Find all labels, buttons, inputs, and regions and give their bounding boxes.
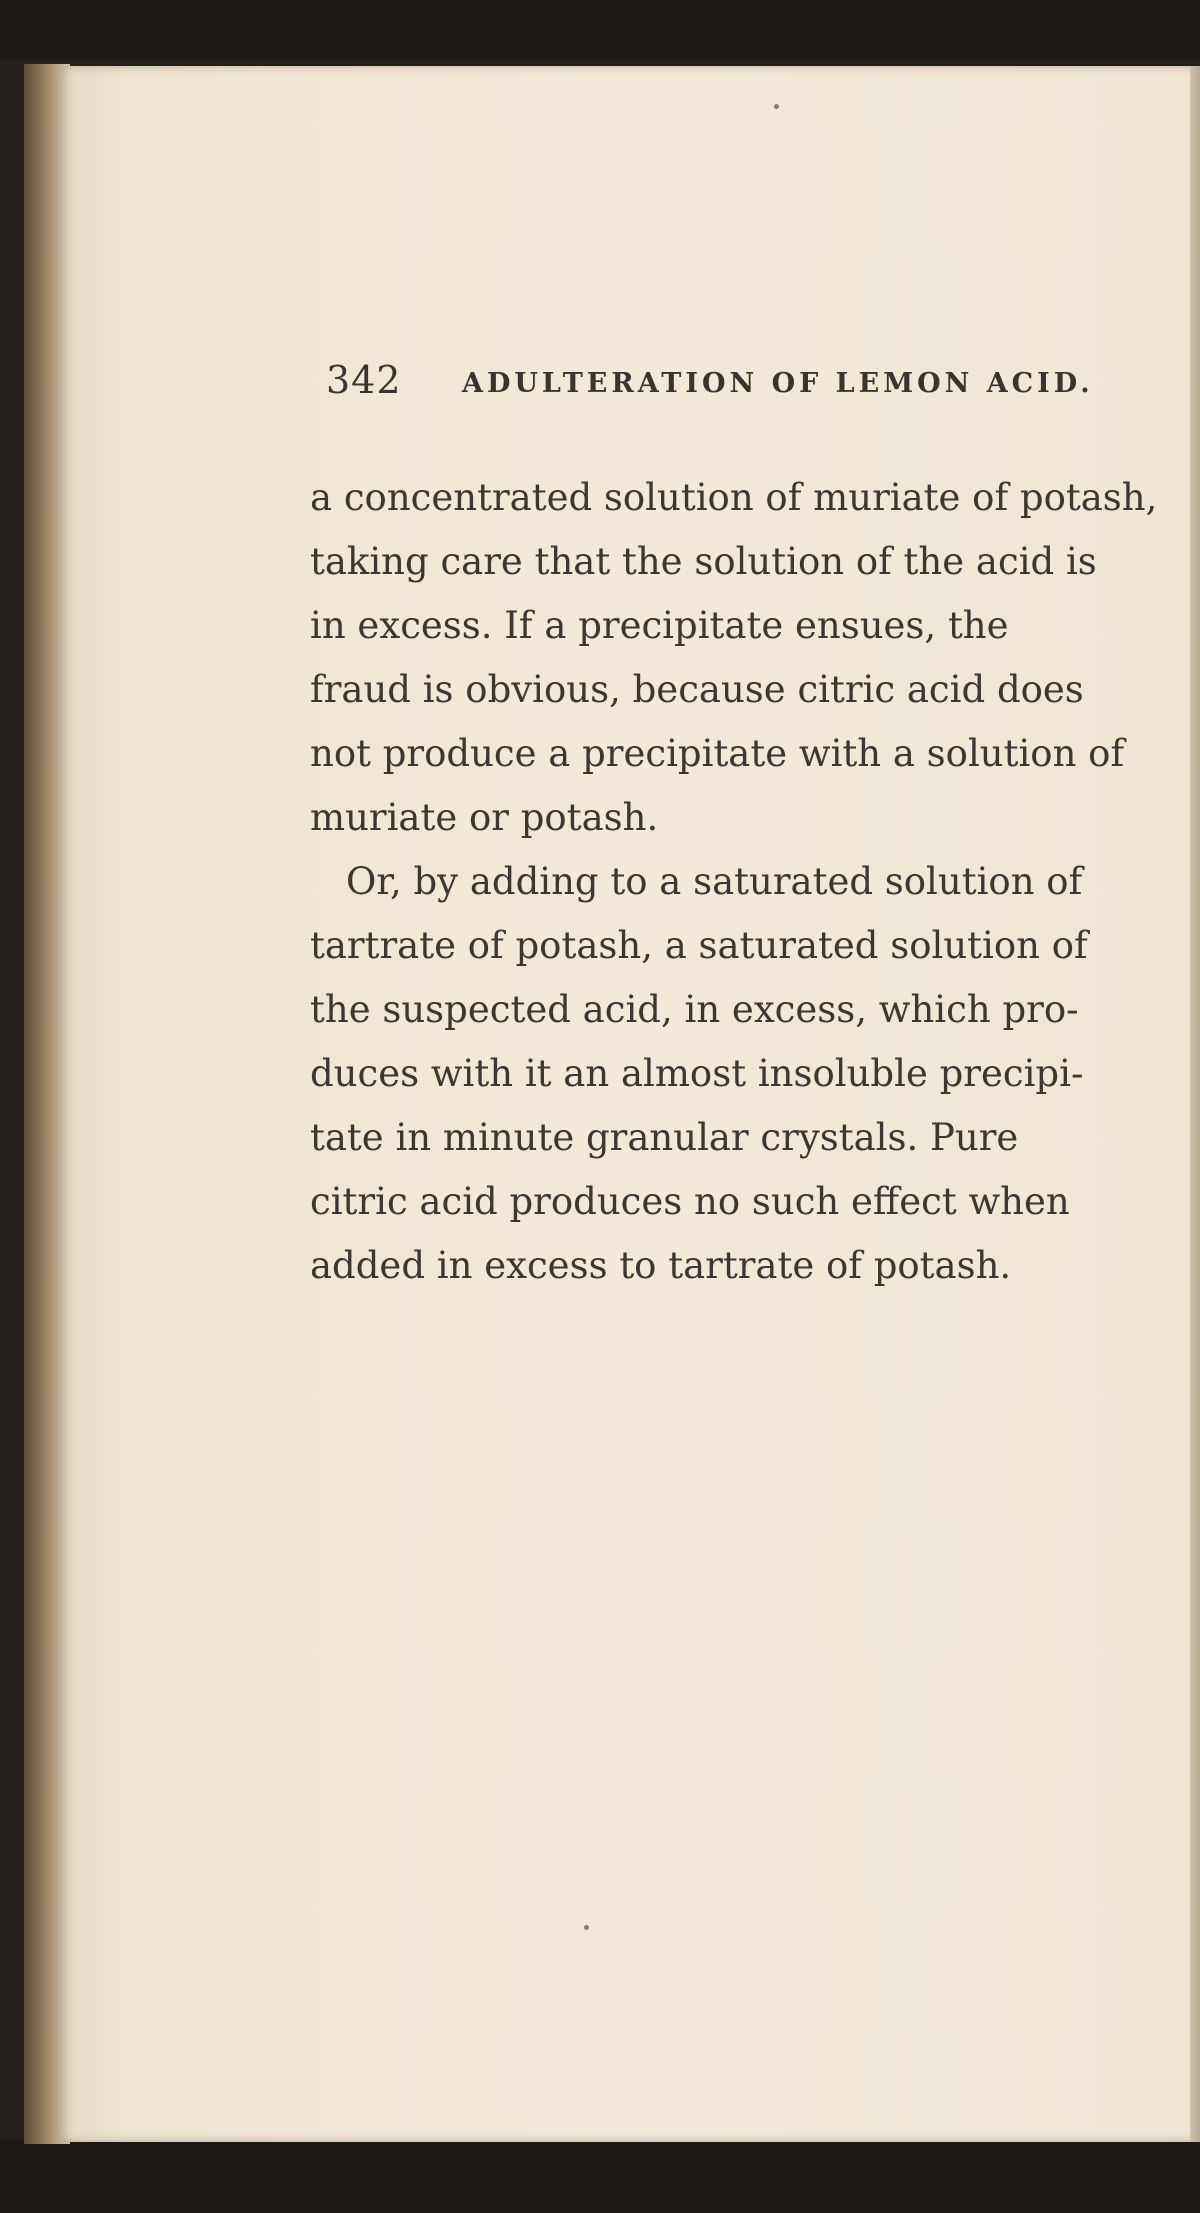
text-line: added in excess to tartrate of potash.: [310, 1244, 1012, 1287]
dust-speck: [584, 1925, 589, 1930]
body-text: [310, 466, 1158, 1298]
text-line: tate in minute granular crystals. Pure: [310, 1116, 1019, 1159]
text-line: citric acid produces no such effect when: [310, 1180, 1070, 1223]
running-head: ADULTERATION OF LEMON ACID.: [462, 368, 1094, 399]
text-line: fraud is obvious, because citric acid does: [310, 668, 1084, 711]
text-line: duces with it an almost insoluble precipi-: [310, 1052, 1084, 1095]
text-line: in excess. If a precipitate ensues, the: [310, 604, 1009, 647]
text-line: tartrate of potash, a saturated solution of: [310, 924, 1088, 967]
dust-speck: [774, 104, 779, 109]
text-line: taking care that the solution of the acid is: [310, 540, 1097, 583]
page-header: [326, 358, 1094, 410]
paragraph-1: [310, 466, 1158, 850]
text-line: not produce a precipitate with a solution of: [310, 732, 1125, 775]
page-edge: [1190, 66, 1200, 2142]
text-line: a concentrated solution of muriate of potash,: [310, 476, 1158, 519]
paragraph-2: [310, 850, 1120, 1298]
text-line: Or, by adding to a saturated solution of: [346, 860, 1083, 903]
text-line: the suspected acid, in excess, which pro-: [310, 988, 1079, 1031]
page-number: 342: [326, 358, 402, 402]
text-line: muriate or potash.: [310, 796, 659, 839]
